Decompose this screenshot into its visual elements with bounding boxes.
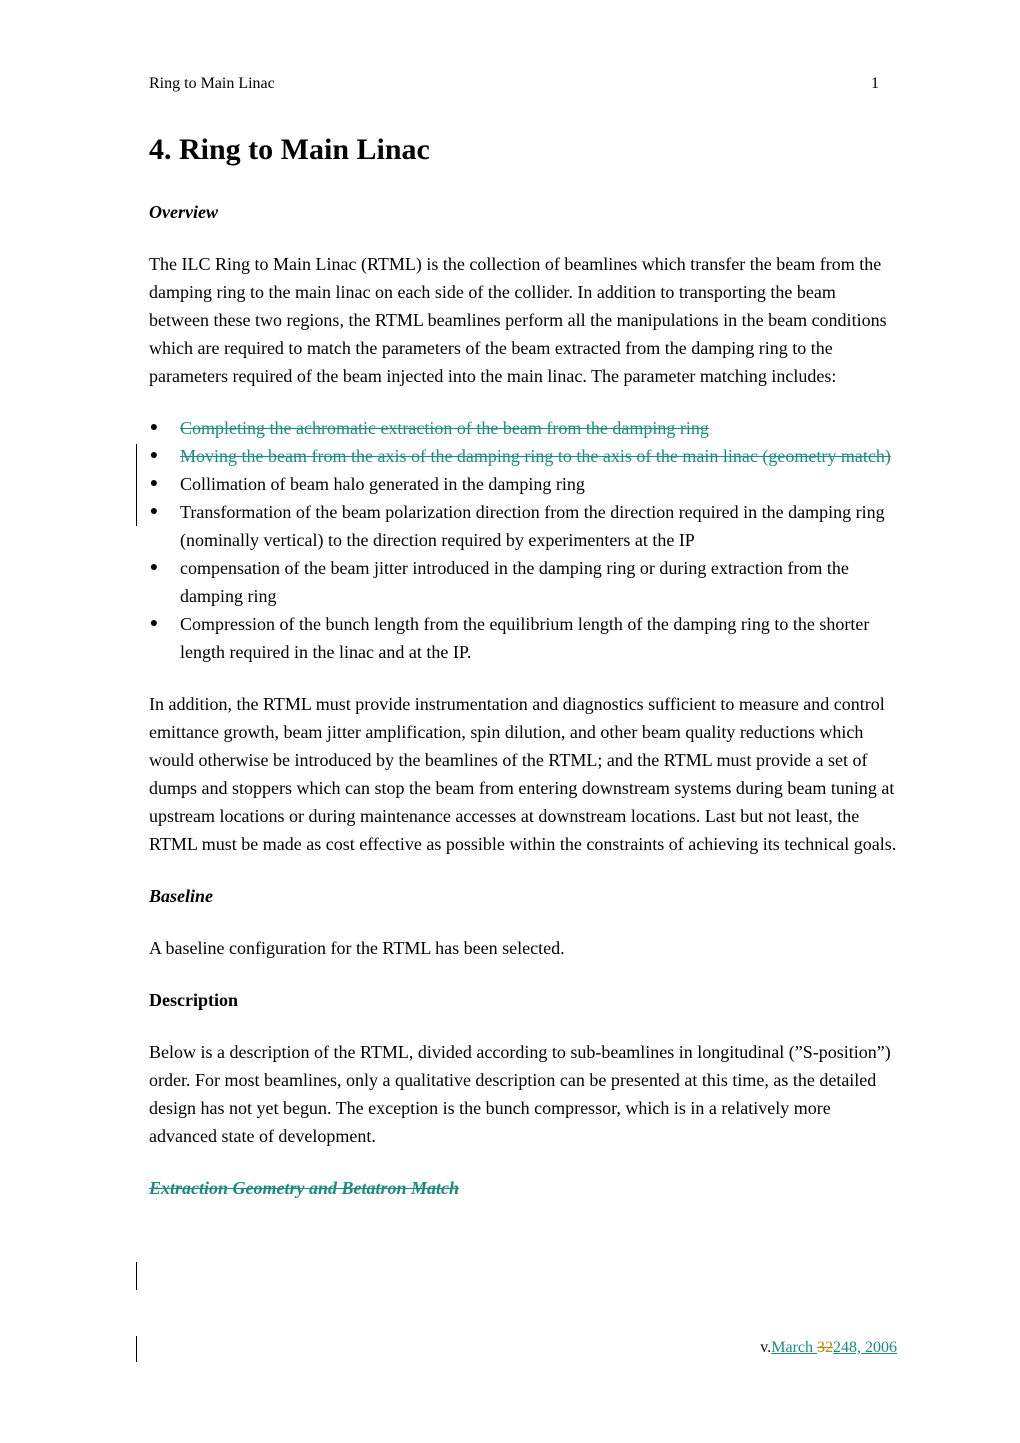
description-paragraph: Below is a description of the RTML, divided according to sub-beamlines in longitudinal (”S-position”) order. For most beamlines, only a qualitative description can be presented at this time, as the detailed design has not yet begun. The exception is the bunch compressor, which is in a relatively more advanced state of development. <box>149 1042 891 1146</box>
change-bar <box>136 1262 137 1290</box>
baseline-paragraph: A baseline configuration for the RTML has been selected. <box>149 938 565 958</box>
list-item <box>149 554 897 610</box>
footer-prefix: v. <box>760 1339 772 1356</box>
list-item <box>149 414 897 442</box>
footer-month: March <box>771 1339 817 1356</box>
overview-paragraph: The ILC Ring to Main Linac (RTML) is the collection of beamlines which transfer the beam from the damping ring to the main linac on each side of the collider. In addition to transporting the beam between these two regions, the RTML beamlines perform all the manipulations in the beam conditions which are required to match the parameters of the beam extracted from the damping ring to the parameters required of the beam injected into the main linac. The parameter matching includes: <box>149 254 887 386</box>
footer-suffix: 8, 2006 <box>849 1339 897 1356</box>
bullet-icon: ● <box>149 448 159 463</box>
parameter-matching-list <box>149 414 897 666</box>
header-title: Ring to Main Linac <box>149 75 275 92</box>
list-item <box>149 610 897 666</box>
bullet-icon: ● <box>149 476 159 491</box>
addition-paragraph: In addition, the RTML must provide instrumentation and diagnostics sufficient to measure and control emittance growth, beam jitter amplification, spin dilution, and other beam quality reductions which would otherwise be introduced by the beamlines of the RTML; and the RTML must provide a set of dumps and stoppers which can stop the beam from entering downstream systems during beam tuning at upstream locations or during maintenance accesses at downstream locations. Last but not least, the RTML must be made as cost effective as possible within the constraints of achieving its technical goals. <box>149 694 897 854</box>
bullet-icon: ● <box>149 616 159 631</box>
bullet-icon: ● <box>149 504 159 519</box>
change-bar <box>136 1336 137 1362</box>
description-heading: Description <box>149 990 238 1010</box>
change-bar <box>136 444 137 526</box>
header-page-number: 1 <box>871 75 879 92</box>
list-item <box>149 498 897 554</box>
list-item-text: Compression of the bunch length from the equilibrium length of the damping ring to the shorter length required in the linac and at the IP. <box>180 614 870 662</box>
extraction-heading: Extraction Geometry and Betatron Match <box>149 1178 460 1198</box>
chapter-title: 4. Ring to Main Linac <box>149 133 430 166</box>
footer-deleted-day: 32 <box>817 1339 833 1356</box>
overview-heading: Overview <box>149 202 218 222</box>
document-body <box>149 128 897 1202</box>
list-item-text: Collimation of beam halo generated in the damping ring <box>180 474 585 494</box>
footer-inserted-day: 24 <box>833 1339 849 1356</box>
bullet-icon: ● <box>149 420 159 435</box>
list-item-text: Completing the achromatic extraction of the beam from the damping ring <box>180 418 709 438</box>
baseline-heading: Baseline <box>149 886 214 906</box>
list-item <box>149 470 897 498</box>
list-item <box>149 442 897 470</box>
list-item-text: Transformation of the beam polarization direction from the direction required in the damping ring (nominally vertical) to the direction required by experimenters at the IP <box>180 502 885 550</box>
footer-version <box>760 1337 897 1359</box>
bullet-icon: ● <box>149 560 159 575</box>
list-item-text: compensation of the beam jitter introduced in the damping ring or during extraction from the damping ring <box>180 558 849 606</box>
list-item-text: Moving the beam from the axis of the damping ring to the axis of the main linac (geometry match) <box>180 446 891 466</box>
